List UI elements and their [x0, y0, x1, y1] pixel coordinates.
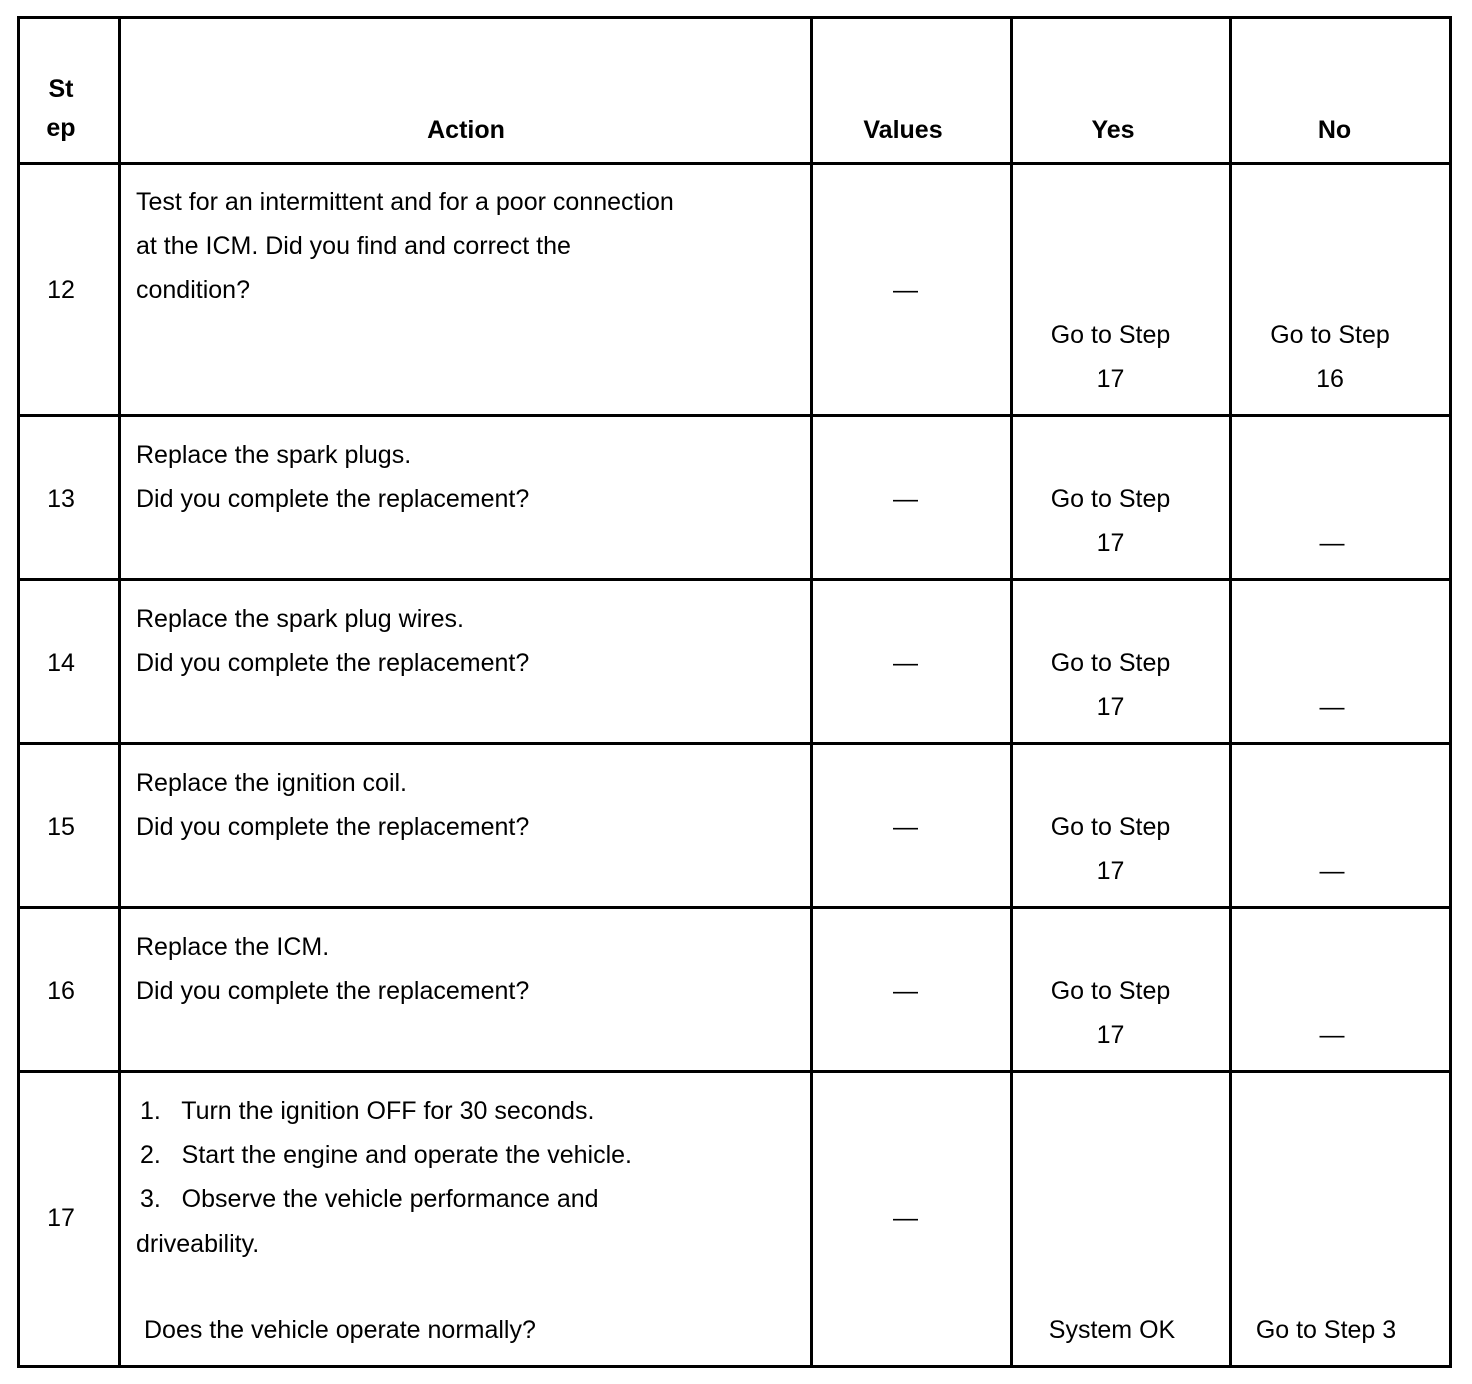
- no-cell: —: [1319, 1021, 1345, 1049]
- no-cell: —: [1319, 693, 1345, 721]
- values-cell: —: [893, 485, 918, 513]
- rule-row-12: [17, 414, 1452, 417]
- rule-right: [1449, 16, 1452, 1368]
- header-yes: Yes: [1091, 116, 1135, 144]
- no-cell: —: [1319, 857, 1345, 885]
- action-text: Replace the spark plugs. Did you complete the replacement?: [136, 441, 530, 513]
- rule-row-14: [17, 742, 1452, 745]
- action-list-item-1: 1. Turn the ignition OFF for 30 seconds.: [140, 1097, 595, 1125]
- rule-left: [17, 16, 20, 1368]
- step-number: 17: [47, 1204, 75, 1232]
- values-cell: —: [893, 1204, 918, 1232]
- action-text: Test for an intermittent and for a poor connection at the ICM. Did you find and correct the condition?: [136, 188, 674, 304]
- yes-cell: Go to Step 17: [1050, 977, 1171, 1049]
- rule-row-13: [17, 578, 1452, 581]
- step-number: 15: [47, 813, 75, 841]
- values-cell: —: [893, 649, 918, 677]
- action-list-tail: driveability.: [136, 1230, 260, 1258]
- values-cell: —: [893, 977, 918, 1005]
- step-number: 16: [47, 977, 75, 1005]
- action-list-item-2: 2. Start the engine and operate the vehicle.: [140, 1141, 633, 1169]
- header-no: No: [1317, 116, 1352, 144]
- step-number: 14: [47, 649, 75, 677]
- rule-bottom: [17, 1365, 1452, 1368]
- action-question: Does the vehicle operate normally?: [144, 1316, 536, 1344]
- step-number: 12: [47, 276, 75, 304]
- step-number: 13: [47, 485, 75, 513]
- header-action: Action: [427, 116, 505, 144]
- rule-header: [17, 162, 1452, 165]
- rule-step-action: [118, 16, 121, 1368]
- no-cell: Go to Step 16: [1270, 321, 1390, 393]
- yes-cell: Go to Step 17: [1050, 485, 1171, 557]
- no-cell: Go to Step 3: [1255, 1316, 1397, 1344]
- no-cell: —: [1319, 529, 1345, 557]
- yes-cell: Go to Step 17: [1050, 321, 1171, 393]
- rule-row-15: [17, 906, 1452, 909]
- yes-cell: Go to Step 17: [1050, 813, 1171, 885]
- action-text: Replace the spark plug wires. Did you complete the replacement?: [136, 605, 530, 677]
- rule-action-values: [810, 16, 813, 1368]
- yes-cell: System OK: [1048, 1316, 1176, 1344]
- header-step: St ep: [46, 75, 76, 142]
- action-text: Replace the ICM. Did you complete the replacement?: [136, 933, 530, 1005]
- header-values: Values: [863, 116, 943, 144]
- yes-cell: Go to Step 17: [1050, 649, 1171, 721]
- action-list-item-3: 3. Observe the vehicle performance and: [140, 1185, 599, 1213]
- values-cell: —: [893, 813, 918, 841]
- rule-top: [17, 16, 1452, 19]
- values-cell: —: [893, 276, 918, 304]
- action-text: Replace the ignition coil. Did you complete the replacement?: [136, 769, 530, 841]
- rule-row-16: [17, 1070, 1452, 1073]
